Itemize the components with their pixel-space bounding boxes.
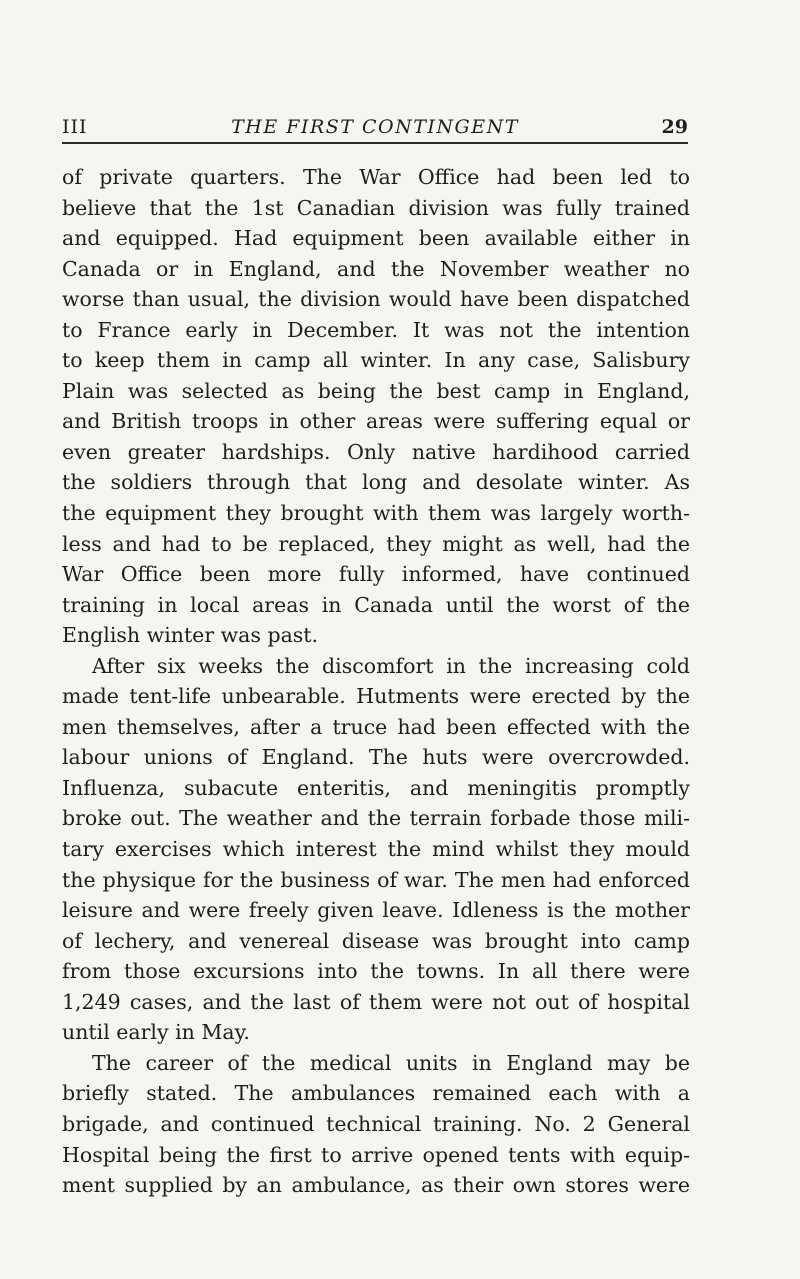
text-line: believe that the 1st Canadian division was fully trained bbox=[62, 195, 690, 220]
text-line: ment supplied by an ambulance, as their own stores were bbox=[62, 1173, 690, 1198]
text-line: War Office been more fully informed, have continued bbox=[62, 562, 690, 587]
text-line: Hospital being the first to arrive opened tents with equip- bbox=[62, 1142, 690, 1167]
text-line: broke out. The weather and the terrain forbade those mili- bbox=[62, 806, 690, 831]
text-line: of private quarters. The War Office had been led to bbox=[62, 165, 690, 189]
text-line: Plain was selected as being the best camp in England, bbox=[62, 378, 690, 403]
text-line: until early in May. bbox=[62, 1020, 250, 1045]
running-title: THE FIRST CONTINGENT bbox=[231, 116, 519, 138]
text-line: The career of the medical units in England may be bbox=[92, 1050, 690, 1075]
text-line: the physique for the business of war. The men had enforced bbox=[62, 867, 690, 892]
text-line: 1,249 cases, and the last of them were not out of hospital bbox=[62, 989, 690, 1014]
text-line: the soldiers through that long and desolate winter. As bbox=[62, 470, 690, 495]
text-line: even greater hardships. Only native hardihood carried bbox=[62, 439, 690, 464]
text-line: leisure and were freely given leave. Idleness is the mother bbox=[62, 898, 690, 923]
text-line: made tent-life unbearable. Hutments were erected by the bbox=[62, 684, 690, 709]
text-line: labour unions of England. The huts were overcrowded. bbox=[62, 745, 690, 770]
text-line: Canada or in England, and the November weather no bbox=[62, 256, 690, 281]
text-line: training in local areas in Canada until the worst of the bbox=[62, 592, 690, 617]
chapter-number: III bbox=[62, 116, 88, 138]
text-line: men themselves, after a truce had been effected with the bbox=[62, 714, 690, 739]
text-line: tary exercises which interest the mind whilst they mould bbox=[62, 837, 690, 862]
text-line: briefly stated. The ambulances remained each with a bbox=[62, 1081, 690, 1106]
text-line: less and had to be replaced, they might as well, had the bbox=[62, 531, 690, 556]
text-line: and British troops in other areas were suffering equal or bbox=[62, 409, 690, 434]
text-line: worse than usual, the division would have been dispatched bbox=[62, 287, 690, 312]
text-line: of lechery, and venereal disease was brought into camp bbox=[62, 928, 690, 953]
text-line: After six weeks the discomfort in the increasing cold bbox=[92, 653, 690, 678]
text-line: the equipment they brought with them was largely worth- bbox=[62, 501, 690, 526]
text-line: Influenza, subacute enteritis, and meningitis promptly bbox=[62, 775, 690, 800]
running-head bbox=[62, 112, 688, 144]
text-line: to France early in December. It was not the intention bbox=[62, 317, 690, 342]
body-text bbox=[62, 162, 690, 1201]
page-number: 29 bbox=[661, 116, 688, 138]
text-line: to keep them in camp all winter. In any case, Salisbury bbox=[62, 348, 690, 373]
text-line: and equipped. Had equipment been available either in bbox=[62, 226, 690, 251]
text-line: from those excursions into the towns. In all there were bbox=[62, 959, 690, 984]
text-line: brigade, and continued technical training. No. 2 General bbox=[62, 1111, 690, 1136]
text-line: English winter was past. bbox=[62, 623, 319, 648]
